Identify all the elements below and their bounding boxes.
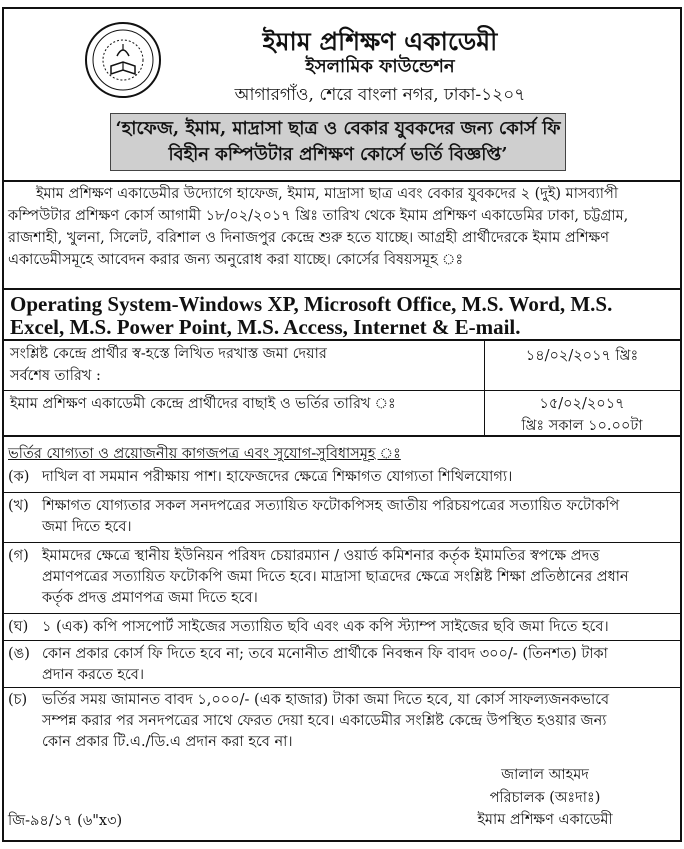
divider [2,180,682,182]
intro-paragraph [8,183,672,271]
item-text [42,467,674,488]
date-label: ইমাম প্রশিক্ষণ একাডেমী কেন্দ্রে প্রার্থীদের বাছাই ও ভর্তির তারিখ ঃ [10,396,396,412]
intro-line: ইমাম প্রশিক্ষণ একাডেমীর উদ্যোগে হাফেজ, ইমাম, মাদ্রাসা ছাত্র এবং বেকার যুবকদের ২ (দুই) মাসব্যাপী [36,186,618,202]
item-line: কোন প্রকার কোর্স ফি দিতে হবে না; তবে মনোনীত প্রার্থীকে নিবন্ধন ফি বাবদ ৩০০/- (তিনশত) টাকা [42,646,608,662]
org-name: ইমাম প্রশিক্ষণ একাডেমী [262,27,498,56]
item-line: ভর্তির সময় জামানত বাবদ ১,০০০/- (এক হাজার) টাকা জমা দিতে হবে, যা কোর্স সাফল্যজনকভাবে [42,692,610,708]
signatory-office: ইমাম প্রশিক্ষণ একাডেমী [477,812,613,828]
item-line: ইমামদের ক্ষেত্রে স্থানীয় ইউনিয়ন পরিষদ চেয়ারম্যান / ওয়ার্ড কমিশনার কর্তৃক ইমামতির স্বপক্ষে প্রদত্ত [42,548,600,564]
item-text [42,617,674,638]
intro-line: কম্পিউটার প্রশিক্ষণ কোর্স আগামী ১৮/০২/২০১৭ খ্রিঃ তারিখ থেকে ইমাম প্রশিক্ষণ একাডেমির ঢাকা, চট্টগ্রাম, [8,208,629,224]
course-list [10,293,670,339]
item-marker: (ঙ) [8,646,30,662]
item-line: সম্পন্ন করার পর সনদপত্রের সাথে ফেরত দেয়া হবে। একাডেমীর সংশ্লিষ্ট কেন্দ্রে উপস্থিত হওয়ার জন্য [42,713,607,729]
list-item [2,496,682,544]
item-line: ১ (এক) কপি পাসপোর্ট সাইজের সত্যায়িত ছবি এবং এক কপি স্ট্যাম্প সাইজের ছবি জমা দিতে হবে। [42,619,609,635]
item-marker: (ঘ) [8,619,29,635]
item-divider [2,613,682,614]
date-value [492,393,672,437]
divider [2,435,682,437]
signatory-designation: পরিচালক (অঃদাঃ) [489,790,601,806]
list-item [2,546,682,614]
org-subtitle: ইসলামিক ফাউন্ডেশন [305,56,455,77]
item-line: প্রমাণপত্রের সত্যায়িত ফটোকপি জমা দিতে হবে। মাদ্রাসা ছাত্রদের ক্ষেত্রে সংশ্লিষ্ট শিক্ষা প্রতিষ্ঠানের প্রধান [42,569,629,585]
item-divider [2,492,682,493]
date-label-line: সর্বশেষ তারিখ : [10,368,101,384]
item-line: কর্তৃক প্রদত্ত প্রমাণপত্র জমা দিতে হবে। [42,590,258,606]
notice-title [115,116,560,168]
item-line: প্রদান করতে হবে। [42,667,145,683]
item-line: জমা দিতে হবে। [42,519,132,535]
date-value-line: খ্রিঃ সকাল ১০.০০টা [521,418,643,434]
signatory-name: জালাল আহমদ [501,767,589,783]
course-line: Operating System-Windows XP, Microsoft Office, M.S. Word, M.S. [10,292,613,316]
requirements-title: ভর্তির যোগ্যতা ও প্রয়োজনীয় কাগজপত্র এবং সুযোগ-সুবিধাসমূহ ঃ [8,446,401,462]
notice-title-line2: বিহীন কম্পিউটার প্রশিক্ষণ কোর্সে ভর্তি বিজ্ঞপ্তি’ [168,144,508,165]
dates-table [2,339,682,435]
date-value: ১৪/০২/২০১৭ খ্রিঃ [525,348,639,364]
list-item [2,644,682,692]
date-label [10,343,480,387]
item-line: দাখিল বা সমমান পরীক্ষায় পাশ। হাফেজদের ক্ষেত্রে শিক্ষাগত যোগ্যতা শিথিলযোগ্য। [42,469,513,485]
date-value-line: ১৫/০২/২০১৭ [539,396,625,412]
item-text [42,644,674,686]
item-divider [2,640,682,641]
intro-line: একাডেমীসমূহে আবেদন করার জন্য অনুরোধ করা যাচ্ছে। কোর্সের বিষয়সমূহ ঃ [8,252,464,268]
notice-title-box [110,113,566,171]
org-address: আগারগাঁও, শেরে বাংলা নগর, ঢাকা-১২০৭ [234,85,526,105]
list-item [2,467,682,493]
list-item [2,690,682,758]
item-marker: (ক) [8,469,30,485]
course-line: Excel, M.S. Power Point, M.S. Access, Internet & E-mail. [10,315,521,339]
item-marker: (গ) [8,548,29,564]
table-divider [484,339,485,435]
date-label-line: সংশ্লিষ্ট কেন্দ্রে প্রার্থীর স্ব-হস্তে লিখিত দরখাস্ত জমা দেয়ার [10,346,327,362]
item-line: শিক্ষাগত যোগ্যতার সকল সনদপত্রের সত্যায়িত ফটোকপিসহ জাতীয় পরিচয়পত্রের সত্যায়িত ফটোকপি [42,498,620,514]
notice-title-line1: ‘হাফেজ, ইমাম, মাদ্রাসা ছাত্র ও বেকার যুবকদের জন্য কোর্স ফি [115,118,561,139]
item-text [42,690,674,753]
cropped-previous-text [0,0,684,5]
intro-line: রাজশাহী, খুলনা, সিলেট, বরিশাল ও দিনাজপুর কেন্দ্রে শুরু হতে যাচ্ছে। আগ্রহী প্রার্থীদেরকে ইমাম প্রশিক্ষণ [8,230,609,246]
item-text [42,496,674,538]
divider [2,288,682,290]
item-line: কোন প্রকার টি.এ./ডি.এ প্রদান করা হবে না। [42,734,293,750]
item-divider [2,542,682,543]
item-marker: (চ) [8,692,28,708]
item-text [42,546,674,609]
table-divider [2,390,682,391]
item-marker: (খ) [8,498,29,514]
item-divider [2,687,682,688]
reference-code: জি-৯৪/১৭ (৬"x৩) [8,813,123,829]
